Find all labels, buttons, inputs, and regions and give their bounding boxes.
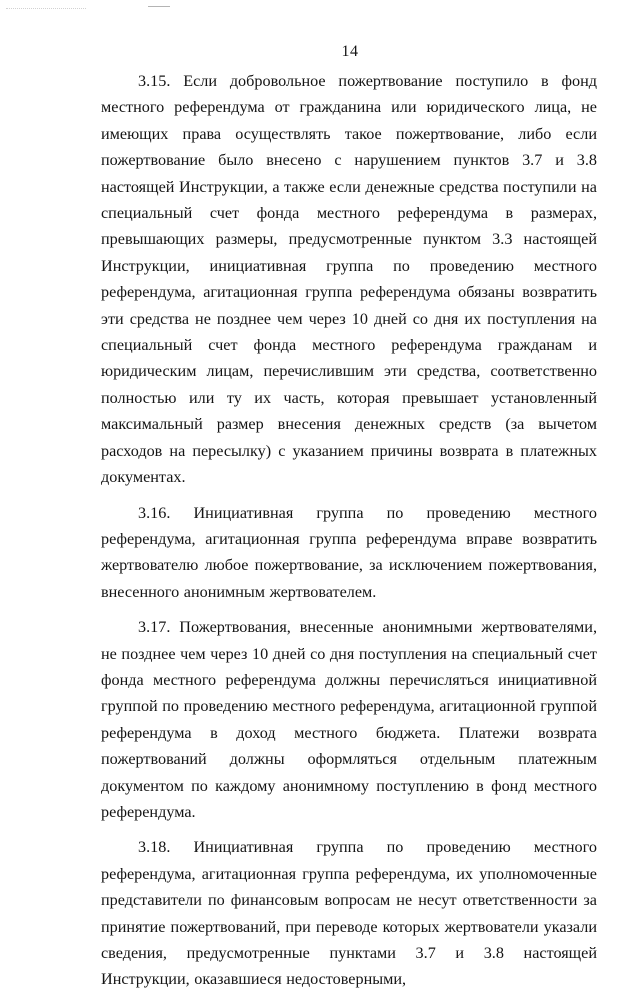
- scan-artifact-line: [148, 6, 170, 7]
- paragraph-3-15: 3.15. Если добровольное пожертвование поступило в фонд местного референдума от гражданина или юридического лица, не имеющих права осуществлять такое пожертвование, либо если пожертвование было внесено с нарушением пунктов 3.7 и 3.8 настоящей Инструкции, а также если денежные средства поступили на специальный счет фонда местного референдума в размерах, превышающих размеры, предусмотренные пунктом 3.3 настоящей Инструкции, инициативная группа по проведению местного референдума, агитационная группа референдума обязаны возвратить эти средства не позднее чем через 10 дней со дня их поступления на специальный счет фонда местного референдума гражданам и юридическим лицам, перечислившим эти средства, соответственно полностью или ту их часть, которая превышает установленный максимальный размер внесения денежных средств (за вычетом расходов на пересылку) с указанием причины возврата в платежных документах.: [101, 72, 597, 487]
- scan-artifact: [6, 2, 86, 9]
- paragraph-3-16: 3.16. Инициативная группа по проведению местного референдума, агитационная группа референдума вправе возвратить жертвователю любое пожертвование, за исключением пожертвования, внесенного анонимным жертвователем.: [101, 503, 597, 601]
- page-number: 14: [341, 43, 359, 60]
- paragraph-3-17: 3.17. Пожертвования, внесенные анонимными жертвователями, не позднее чем через 10 дней со дня поступления на специальный счет фонда местного референдума должны перечисляться инициативной группой по проведению местного референдума, агитационной группой референдума в доход местного бюджета. Платежи возврата пожертвований должны оформляться отдельным платежным документом по каждому анонимному поступлению в фонд местного референдума.: [101, 618, 597, 821]
- document-body: [101, 68, 597, 993]
- paragraph-3-18: 3.18. Инициативная группа по проведению местного референдума, агитационная группа референдума, их уполномоченные представители по финансовым вопросам не несут ответственности за принятие пожертвований, при переводе которых жертвователи указали сведения, предусмотренные пунктами 3.7 и 3.8 настоящей Инструкции, оказавшиеся недостоверными,: [101, 838, 597, 989]
